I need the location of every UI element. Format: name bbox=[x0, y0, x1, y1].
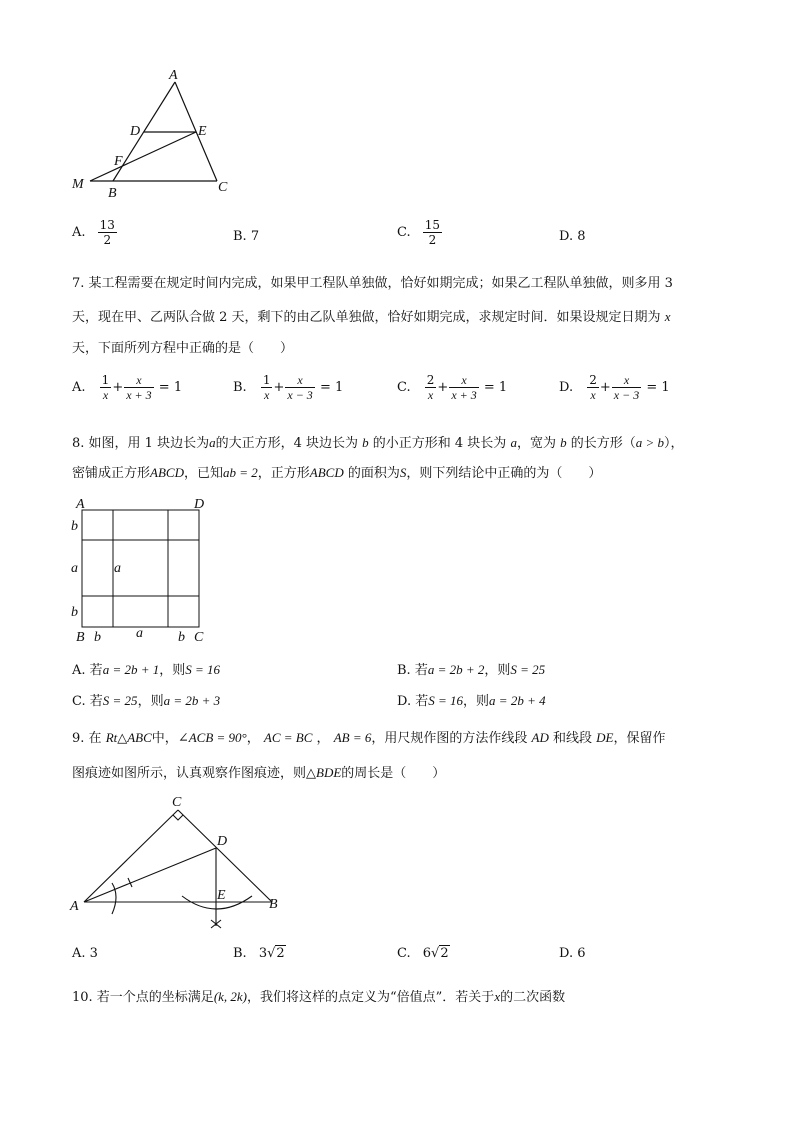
q6-figure bbox=[68, 64, 238, 204]
right-angle-mark bbox=[173, 815, 183, 820]
q9-stem-line1: 9. 在 Rt△ABC中，∠ACB = 90°， AC = BC ， AB = 6，用尺规作图的方法作线段 AD 和线段 DE，保留作 bbox=[72, 730, 666, 746]
q9-option-a: A. 3 bbox=[72, 946, 98, 961]
label-C: C bbox=[172, 795, 182, 810]
q7-option-c: C. $\frac{2}{x}$ + $\frac{x}{x + 3}$ = 1 bbox=[397, 373, 508, 402]
label-a-center: a bbox=[114, 561, 121, 576]
label-A: A bbox=[76, 497, 85, 512]
label-F: F bbox=[114, 154, 123, 169]
q8-option-a: A. 若a = 2b + 1，则S = 16 bbox=[72, 662, 221, 678]
arc-at-A bbox=[112, 883, 116, 914]
q6-option-b: B. 7 bbox=[233, 229, 260, 244]
label-A: A bbox=[70, 899, 79, 914]
q9-option-b: B. 3√2 bbox=[233, 946, 285, 961]
label-M: M bbox=[72, 177, 84, 192]
q9-figure bbox=[66, 790, 286, 932]
label-a-bottom: a bbox=[136, 626, 143, 641]
label-b-left-top: b bbox=[71, 519, 78, 534]
label-B: B bbox=[108, 186, 117, 201]
label-C: C bbox=[218, 180, 228, 195]
label-C: C bbox=[194, 630, 204, 645]
label-D: D bbox=[130, 124, 141, 139]
label-E: E bbox=[217, 888, 226, 903]
q8-stem-line2: 密铺成正方形ABCD，已知ab = 2，正方形ABCD 的面积为S，则下列结论中正确的为（ ） bbox=[72, 465, 602, 481]
q8-figure bbox=[68, 494, 218, 646]
label-D: D bbox=[194, 497, 205, 512]
label-B: B bbox=[76, 630, 85, 645]
q9-option-d: D. 6 bbox=[559, 946, 586, 961]
q7-option-b: B. $\frac{1}{x}$ + $\frac{x}{x - 3}$ = 1 bbox=[233, 373, 344, 402]
label-a-left: a bbox=[71, 561, 78, 576]
q7-option-d: D. $\frac{2}{x}$ + $\frac{x}{x - 3}$ = 1 bbox=[559, 373, 670, 402]
label-b-bottom-right: b bbox=[178, 630, 185, 645]
q8-option-d: D. 若S = 16，则a = 2b + 4 bbox=[397, 693, 546, 709]
q7-option-a: A. $\frac{1}{x}$ + $\frac{x}{x + 3}$ = 1 bbox=[72, 373, 183, 402]
q8-stem-line1: 8. 如图，用 1 块边长为a的大正方形，4 块边长为 b 的小正方形和 4 块长为 a，宽为 b 的长方形（a > b）， bbox=[72, 435, 684, 451]
segment-ME bbox=[90, 132, 196, 181]
label-D: D bbox=[217, 834, 228, 849]
q9-stem-line2: 图痕迹如图所示，认真观察作图痕迹，则△BDE的周长是（ ） bbox=[72, 765, 446, 781]
q7-stem-line1: 7. 某工程需要在规定时间内完成，如果甲工程队单独做，恰好如期完成；如果乙工程队单独做，则多用 3 bbox=[72, 276, 673, 291]
square-ABCD bbox=[82, 510, 199, 627]
q6-option-c: C. $\frac{15}{2}$ bbox=[397, 218, 441, 247]
q7-stem-line2: 天，现在甲、乙两队合做 2 天，剩下的由乙队单独做，恰好如期完成，求规定时间．如果设规定日期为 x bbox=[72, 309, 671, 325]
q6-option-a: A. $\frac{13}{2}$ bbox=[72, 218, 115, 247]
q6-option-d: D. 8 bbox=[559, 229, 586, 244]
q8-option-b: B. 若a = 2b + 2，则S = 25 bbox=[397, 662, 546, 678]
segment-AC bbox=[84, 810, 178, 902]
q8-option-c: C. 若S = 25，则a = 2b + 3 bbox=[72, 693, 221, 709]
q7-stem-line3: 天，下面所列方程中正确的是（ ） bbox=[72, 341, 294, 356]
label-B: B bbox=[269, 897, 278, 912]
segment-AD bbox=[84, 848, 216, 902]
q9-option-c: C. 6√2 bbox=[397, 946, 449, 961]
label-b-left-bottom: b bbox=[71, 605, 78, 620]
label-E: E bbox=[198, 124, 207, 139]
label-A: A bbox=[169, 68, 178, 83]
q10-stem-line1: 10. 若一个点的坐标满足(k, 2k)，我们将这样的点定义为“倍值点”．若关于x的二次函数 bbox=[72, 989, 566, 1005]
label-b-bottom-left: b bbox=[94, 630, 101, 645]
